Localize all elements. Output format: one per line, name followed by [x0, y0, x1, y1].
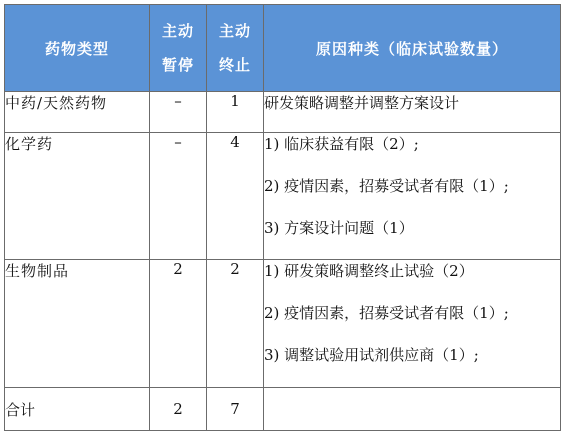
- header-reason-label: 原因种类（临床试验数量）: [315, 39, 508, 58]
- header-active-pause-line2: 暂停: [161, 56, 194, 74]
- reason-cell: [264, 92, 561, 133]
- pause-count-cell: 2: [150, 260, 207, 388]
- reason-cell: [264, 133, 561, 260]
- table-row: [5, 92, 561, 133]
- header-reason: [264, 5, 561, 92]
- table-row: [5, 133, 561, 260]
- drug-type-cell: 生物制品: [5, 260, 150, 388]
- stop-count-cell: 4: [207, 133, 264, 260]
- header-row: [5, 5, 561, 92]
- total-stop-cell: 7: [207, 388, 264, 431]
- header-active-stop-line1: 主动: [218, 22, 251, 40]
- total-reason-cell: [264, 388, 561, 431]
- reason-line: 研发策略调整并调整方案设计: [264, 94, 460, 112]
- header-active-pause: [150, 5, 207, 92]
- header-drug-type-label: 药物类型: [44, 39, 109, 58]
- pause-count-cell: –: [150, 133, 207, 260]
- table-row: [5, 260, 561, 388]
- reason-cell: [264, 260, 561, 388]
- header-drug-type: [5, 5, 150, 92]
- stop-count-cell: 1: [207, 92, 264, 133]
- drug-type-cell: 中药/天然药物: [5, 92, 150, 133]
- reason-line: 2) 疫情因素，招募受试者有限（1）;: [264, 304, 509, 322]
- reason-line: 2) 疫情因素，招募受试者有限（1）;: [264, 177, 509, 195]
- reason-line: 1) 研发策略调整终止试验（2）: [264, 262, 474, 280]
- header-active-stop-line2: 终止: [218, 56, 251, 74]
- header-active-pause-line1: 主动: [161, 22, 194, 40]
- reason-line: 3) 方案设计问题（1）: [264, 219, 414, 237]
- pause-count-cell: –: [150, 92, 207, 133]
- header-active-stop: [207, 5, 264, 92]
- total-row: [5, 388, 561, 431]
- total-pause-cell: 2: [150, 388, 207, 431]
- total-label-cell: 合计: [5, 388, 150, 431]
- stop-count-cell: 2: [207, 260, 264, 388]
- reason-line: 3) 调整试验用试剂供应商（1）;: [264, 346, 479, 364]
- drug-type-cell: 化学药: [5, 133, 150, 260]
- suspension-termination-table: [4, 4, 561, 431]
- reason-line: 1) 临床获益有限（2）;: [264, 135, 419, 153]
